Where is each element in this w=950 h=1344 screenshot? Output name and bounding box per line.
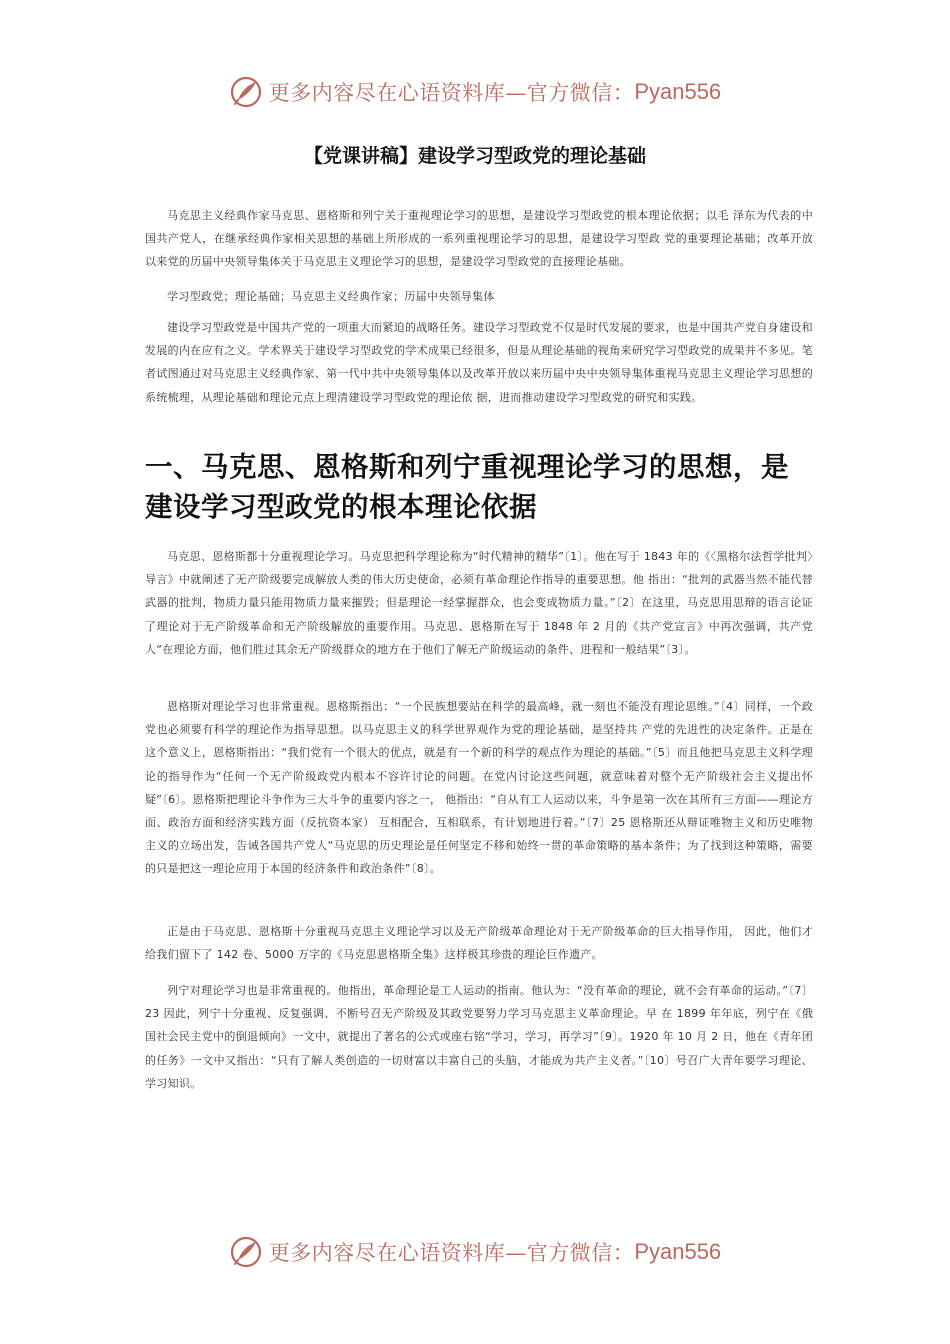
keywords-paragraph: 学习型政党；理论基础；马克思主义经典作家；历届中央领导集体 — [167, 290, 495, 303]
body-paragraph-2: 恩格斯对理论学习也非常重视。恩格斯指出：“一个民族想要站在科学的最高峰，就一刻也不能没有理论思维。”〔4〕同样，一个政党也必须要有科学的理论作为指导思想。以马克思主义的科学世界观作为党的理论基础，是坚持共 产党的先进性的决定条件。正是在这个意义上，恩格斯指出：“我们党有一个很大的优点，就是有一个新的科学的观点作为理论的基础。”〔5〕而且他把马克思主义科学理论的指导作为“任何一个无产阶级政党内根本不容许讨论的问题。在党内讨论这些问题，就意味着对整个无产阶级社会主义提出怀疑”〔6〕。恩格斯把理论斗争作为三大斗争的重要内容之一， 他指出：“自从有工人运动以来，斗争是第一次在其所有三方面——理论方面、政治方面和经济实践方面（反抗资本家） 互相配合，互相联系，有计划地进行着。”〔7〕25 恩格斯还从辩证唯物主义和历史唯物主义的立场出发，告诫各国共产党人“马克思的历史理论是任何坚定不移和始终一贯的革命策略的基本条件；为了找到这种策略，需要的只是把这一理论应用于本国的经济条件和政治条件”〔8〕。 — [145, 700, 813, 876]
body-block-1 — [145, 545, 813, 661]
banner-text: 更多内容尽在心语资料库—官方微信： — [268, 81, 635, 105]
body-block-2 — [145, 695, 813, 881]
abstract-block — [145, 204, 813, 274]
header-watermark-banner — [0, 72, 950, 112]
banner-text: 更多内容尽在心语资料库—官方微信： — [268, 1241, 635, 1265]
abstract-paragraph: 马克思主义经典作家马克思、恩格斯和列宁关于重视理论学习的思想，是建设学习型政党的根本理论依据；以毛 泽东为代表的中国共产党人，在继承经典作家相关思想的基础上所形成的一系列重视理论学习的思想，是建设学习型政 党的重要理论基础；改革开放以来党的历届中央领导集体关于马克思主义理论学习的思想，是建设学习型政党的直接理论基础。 — [145, 209, 813, 269]
quill-logo-icon — [229, 1235, 263, 1269]
intro-paragraph: 建设学习型政党是中国共产党的一项重大而紧迫的战略任务。建设学习型政党不仅是时代发展的要求，也是中国共产党自身建设和发展的内在应有之义。学术界关于建设学习型政党的学术成果已经很多，但是从理论基础的视角来研究学习型政党的成果并不多见。笔者试图通过对马克思主义经典作家、第一代中共中央领导集体以及改革开放以来历届中央中央领导集体重视马克思主义理论学习思想的系统梳理，从理论基础和理论元点上理清建设学习型政党的理论依 据，进而推动建设学习型政党的研究和实践。 — [145, 321, 813, 404]
footer-watermark-banner — [0, 1232, 950, 1272]
body-paragraph-1: 马克思、恩格斯都十分重视理论学习。马克思把科学理论称为“时代精神的精华”〔1〕。他在写于 1843 年的《〈黑格尔法哲学批判〉导言》中就阐述了无产阶级要完成解放人类的伟大历史使命，必须有革命理论作指导的重要思想。他 指出：“批判的武器当然不能代替武器的批判，物质力量只能用物质力量来摧毁；但是理论一经掌握群众，也会变成物质力量。”〔2〕在这里，马克思用思辩的语言论证了理论对于无产阶级革命和无产阶级解放的重要作用。马克思、恩格斯在写于 1848 年 2 月的《共产党宣言》中再次强调，共产党人“在理论方面，他们胜过其余无产阶级群众的地方在于他们了解无产阶级运动的条件、进程和一般结果”〔3〕。 — [145, 550, 813, 656]
banner-wechat-id: Pyan556 — [634, 1239, 722, 1264]
keywords-block — [145, 285, 813, 308]
body-paragraph-4: 列宁对理论学习也是非常重视的。他指出，革命理论是工人运动的指南。他认为：“没有革命的理论，就不会有革命的运动。”〔7〕23 因此，列宁十分重视、反复强调、不断号召无产阶级及其政党要努力学习马克思主义革命理论。早 在 1899 年年底，列宁在《俄国社会民主党中的倒退倾向》一文中，就提出了著名的公式或座右铭“学习，学习，再学习”〔9〕。1920 年 10 月 2 日，他在《青年团的任务》一文中又指出：“只有了解人类创造的一切财富以丰富自己的头脑，才能成为共产主义者。”〔10〕号召广大青年要学习理论、学习知识。 — [145, 984, 813, 1090]
section-heading-block — [145, 447, 813, 527]
banner-wechat-id: Pyan556 — [634, 79, 722, 104]
section-heading-1: 一、马克思、恩格斯和列宁重视理论学习的思想，是建设学习型政党的根本理论依据 — [145, 451, 789, 523]
body-block-4 — [145, 979, 813, 1095]
body-paragraph-3: 正是由于马克思、恩格斯十分重视马克思主义理论学习以及无产阶级革命理论对于无产阶级革命的巨大指导作用， 因此，他们才给我们留下了 142 卷、5000 万字的《马克思恩格斯全集》这样极其珍贵的理论巨作遗产。 — [145, 925, 813, 962]
quill-logo-icon — [229, 75, 263, 109]
body-block-3 — [145, 920, 813, 966]
document-title: 【党课讲稿】建设学习型政党的理论基础 — [303, 145, 646, 167]
intro-block — [145, 316, 813, 409]
